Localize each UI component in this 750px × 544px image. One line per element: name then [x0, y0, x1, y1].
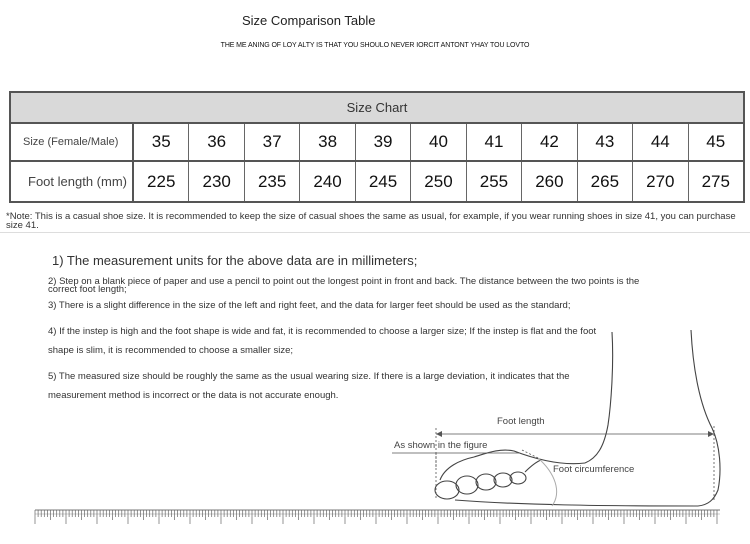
size-cell: 43 — [578, 124, 633, 160]
size-row-label: Size (Female/Male) — [11, 124, 134, 160]
instruction-step-4: 4) If the instep is high and the foot shape is wide and fat, it is recommended to choose a larger size; If the instep is flat and the foot shape is slim, it is recommended to choose a smaller size; — [48, 326, 597, 356]
instruction-step-2-continued: correct foot length; — [48, 284, 127, 295]
length-row-label: Foot length (mm) — [11, 162, 134, 201]
length-cell: 260 — [522, 162, 577, 201]
size-cell: 42 — [522, 124, 577, 160]
length-cell: 240 — [300, 162, 355, 201]
length-cell: 230 — [189, 162, 244, 201]
size-cell: 41 — [467, 124, 522, 160]
length-cell: 245 — [356, 162, 411, 201]
size-cell: 45 — [706, 132, 726, 151]
length-cell: 225 — [134, 162, 189, 201]
figure-label: As shown in the figure — [394, 440, 488, 451]
instruction-step-2: 2) Step on a blank piece of paper and use a pencil to point out the longest point in front and back. The distance between the two points is the — [48, 276, 640, 287]
size-row — [11, 124, 743, 162]
instruction-step-3: 3) There is a slight difference in the size of the left and right feet, and the data for larger feet should be used as the standard; — [48, 300, 571, 311]
size-note: *Note: This is a casual shoe size. It is recommended to keep the size of casual shoes the same as usual, for example, if you wear running shoes in size 41, you can purchase size 41. — [6, 211, 736, 231]
size-cell: 35 — [134, 124, 189, 160]
length-cell: 235 — [245, 162, 300, 201]
length-cell: 250 — [411, 162, 466, 201]
size-cell: 44 — [633, 124, 688, 160]
size-cell: 37 — [245, 124, 300, 160]
page-subtitle: THE ME ANING OF LOY ALTY IS THAT YOU SHOULO NEVER IORCIT ANTONT YHAY TOU LOVTO — [220, 42, 530, 49]
foot-circumference-label: Foot circumference — [553, 464, 635, 475]
foot-length-label: Foot length — [497, 416, 545, 427]
instructions-heading: 1) The measurement units for the above data are in millimeters; — [52, 253, 418, 268]
size-cell: 39 — [356, 124, 411, 160]
size-chart-heading: Size Chart — [11, 93, 743, 124]
length-cell: 275 — [701, 171, 730, 191]
length-cell: 265 — [578, 162, 633, 201]
divider — [0, 232, 750, 233]
length-cell: 255 — [467, 162, 522, 201]
size-cell: 40 — [411, 124, 466, 160]
size-cell: 36 — [189, 124, 244, 160]
foot-measurement-diagram — [0, 330, 750, 544]
length-row — [11, 162, 743, 201]
page-title: Size Comparison Table — [242, 13, 376, 28]
instruction-step-5: 5) The measured size should be roughly the same as the usual wearing size. If there is a large deviation, it indicates that the measurement method is incorrect or the data is not accurate enough. — [48, 371, 570, 401]
size-cell: 38 — [300, 124, 355, 160]
size-chart-table — [9, 91, 745, 203]
length-cell: 270 — [633, 162, 688, 201]
